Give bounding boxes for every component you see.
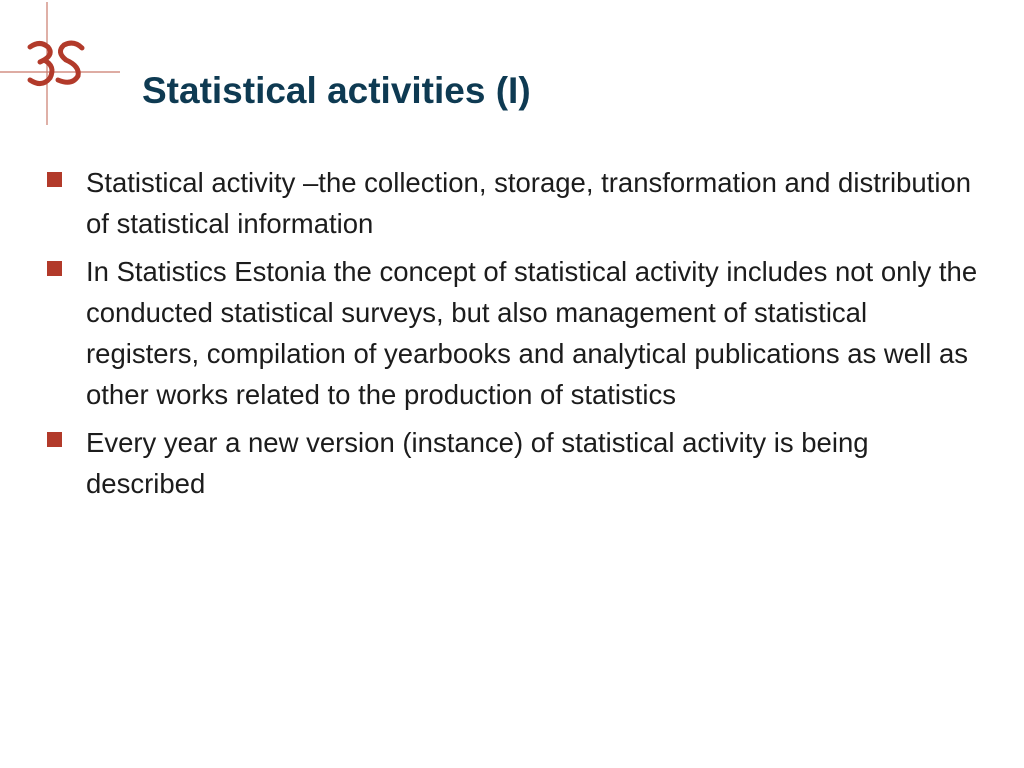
bullet-text: Every year a new version (instance) of statistical activity is being described [86, 427, 869, 499]
bullet-list [46, 162, 986, 511]
square-bullet-icon [47, 261, 62, 276]
bullet-text: Statistical activity –the collection, storage, transformation and distribution of statistical information [86, 167, 972, 239]
square-bullet-icon [47, 432, 62, 447]
square-bullet-icon [47, 172, 62, 187]
bullet-item [46, 422, 986, 504]
statistics-estonia-logo [0, 0, 125, 125]
bullet-item [46, 162, 986, 244]
bullet-text: In Statistics Estonia the concept of statistical activity includes not only the conducted statistical surveys, but also management of statistical registers, compilation of yearbooks and analytical publications as well as other works related to the production of statistics [86, 256, 978, 410]
slide-title: Statistical activities (I) [142, 70, 531, 111]
bullet-item [46, 251, 986, 415]
logo-mark-icon [0, 0, 125, 125]
